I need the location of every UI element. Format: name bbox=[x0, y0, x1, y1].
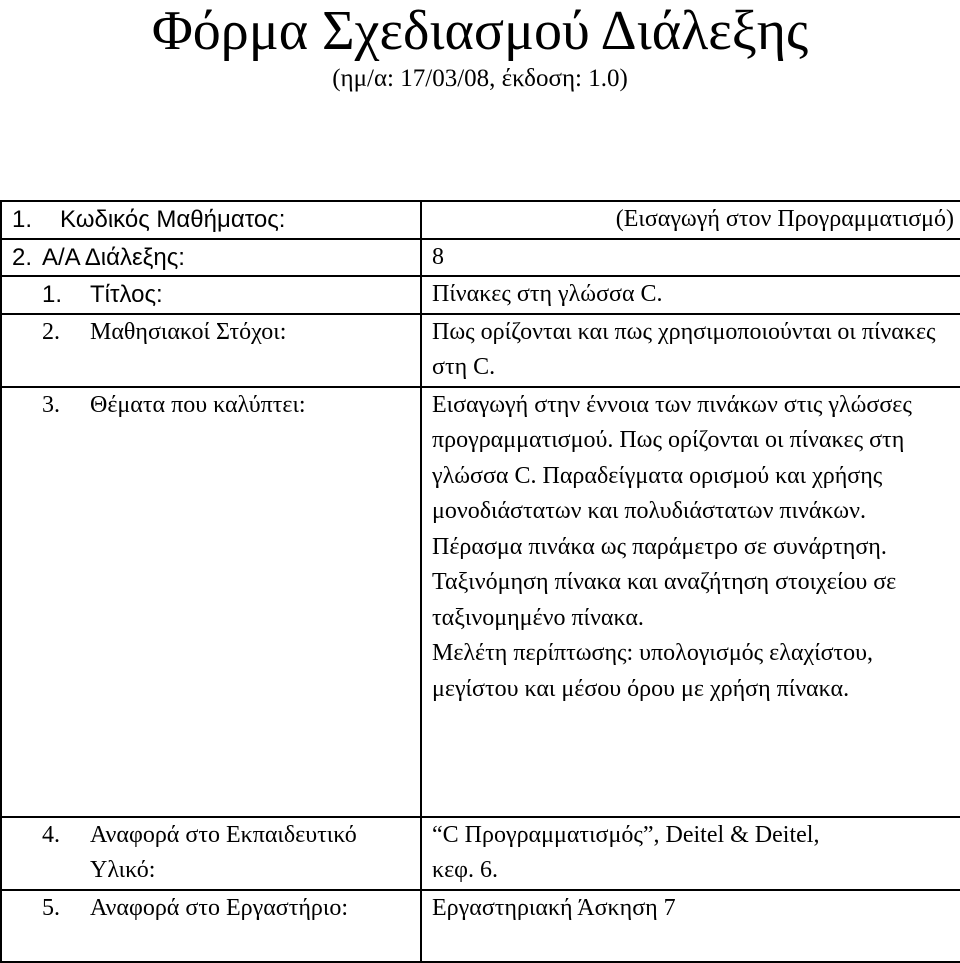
table-row-lecture-number bbox=[1, 239, 960, 277]
row-label: Α/Α Διάλεξης: bbox=[42, 243, 185, 271]
table-row-lab-reference bbox=[1, 890, 960, 962]
table-row-topics bbox=[1, 387, 960, 817]
book-reference: “C Προγραμματισμός”, Deitel & Deitel, bbox=[432, 821, 820, 848]
row-number: 2. bbox=[42, 318, 60, 345]
lecture-number-value: 8 bbox=[432, 243, 444, 270]
learning-goals-value: Πως ορίζονται και πως χρησιμοποιούνται οι πίνακες στη C. bbox=[432, 318, 936, 380]
table-row-course-code bbox=[1, 201, 960, 239]
row-label: Κωδικός Μαθήματος: bbox=[60, 206, 286, 233]
form-title: Φόρμα Σχεδιασμού Διάλεξης bbox=[151, 0, 809, 62]
table-row-material-reference bbox=[1, 817, 960, 890]
lab-reference-value: Εργαστηριακή Άσκηση 7 bbox=[432, 894, 676, 921]
row-number: 2. bbox=[12, 243, 33, 271]
table-row-learning-goals bbox=[1, 314, 960, 387]
row-number: 5. bbox=[42, 894, 60, 921]
row-label: Μαθησιακοί Στόχοι: bbox=[90, 318, 287, 345]
row-number: 1. bbox=[42, 281, 63, 308]
course-code-value: (Εισαγωγή στον Προγραμματισμό) bbox=[615, 206, 954, 232]
row-label: Θέματα που καλύπτει: bbox=[90, 391, 306, 418]
topics-paragraph: Μελέτη περίπτωσης: υπολογισμός ελαχίστου, μεγίστου και μέσου όρου με χρήση πίνακα. bbox=[432, 640, 874, 702]
row-number: 3. bbox=[42, 391, 60, 418]
table-row-title bbox=[1, 276, 960, 314]
row-label: Αναφορά στο Εργαστήριο: bbox=[90, 894, 349, 921]
title-value: Πίνακες στη γλώσσα C. bbox=[432, 281, 663, 307]
row-label: Τίτλος: bbox=[90, 281, 163, 308]
lecture-form-table bbox=[0, 200, 960, 963]
form-subtitle: (ημ/α: 17/03/08, έκδοση: 1.0) bbox=[332, 65, 628, 92]
row-number: 1. bbox=[12, 206, 33, 233]
row-number: 4. bbox=[42, 821, 60, 848]
topics-paragraph: Ταξινόμηση πίνακα και αναζήτηση στοιχείου σε ταξινομημένο πίνακα. bbox=[432, 569, 897, 631]
material-reference-value bbox=[432, 818, 960, 889]
row-label: Αναφορά στο Εκπαιδευτικό Υλικό: bbox=[90, 821, 357, 883]
topics-paragraph: Εισαγωγή στην έννοια των πινάκων στις γλώσσες προγραμματισμού. Πως ορίζονται οι πίνακες στη γλώσσα C. Παραδείγματα ορισμού και χρήσης μονοδιάστατων και πολυδιάστατων πινάκων. Πέρασμα πινάκα ως παράμετρο σε συνάρτηση. bbox=[432, 391, 912, 560]
chapter-reference: κεφ. 6. bbox=[432, 857, 499, 883]
